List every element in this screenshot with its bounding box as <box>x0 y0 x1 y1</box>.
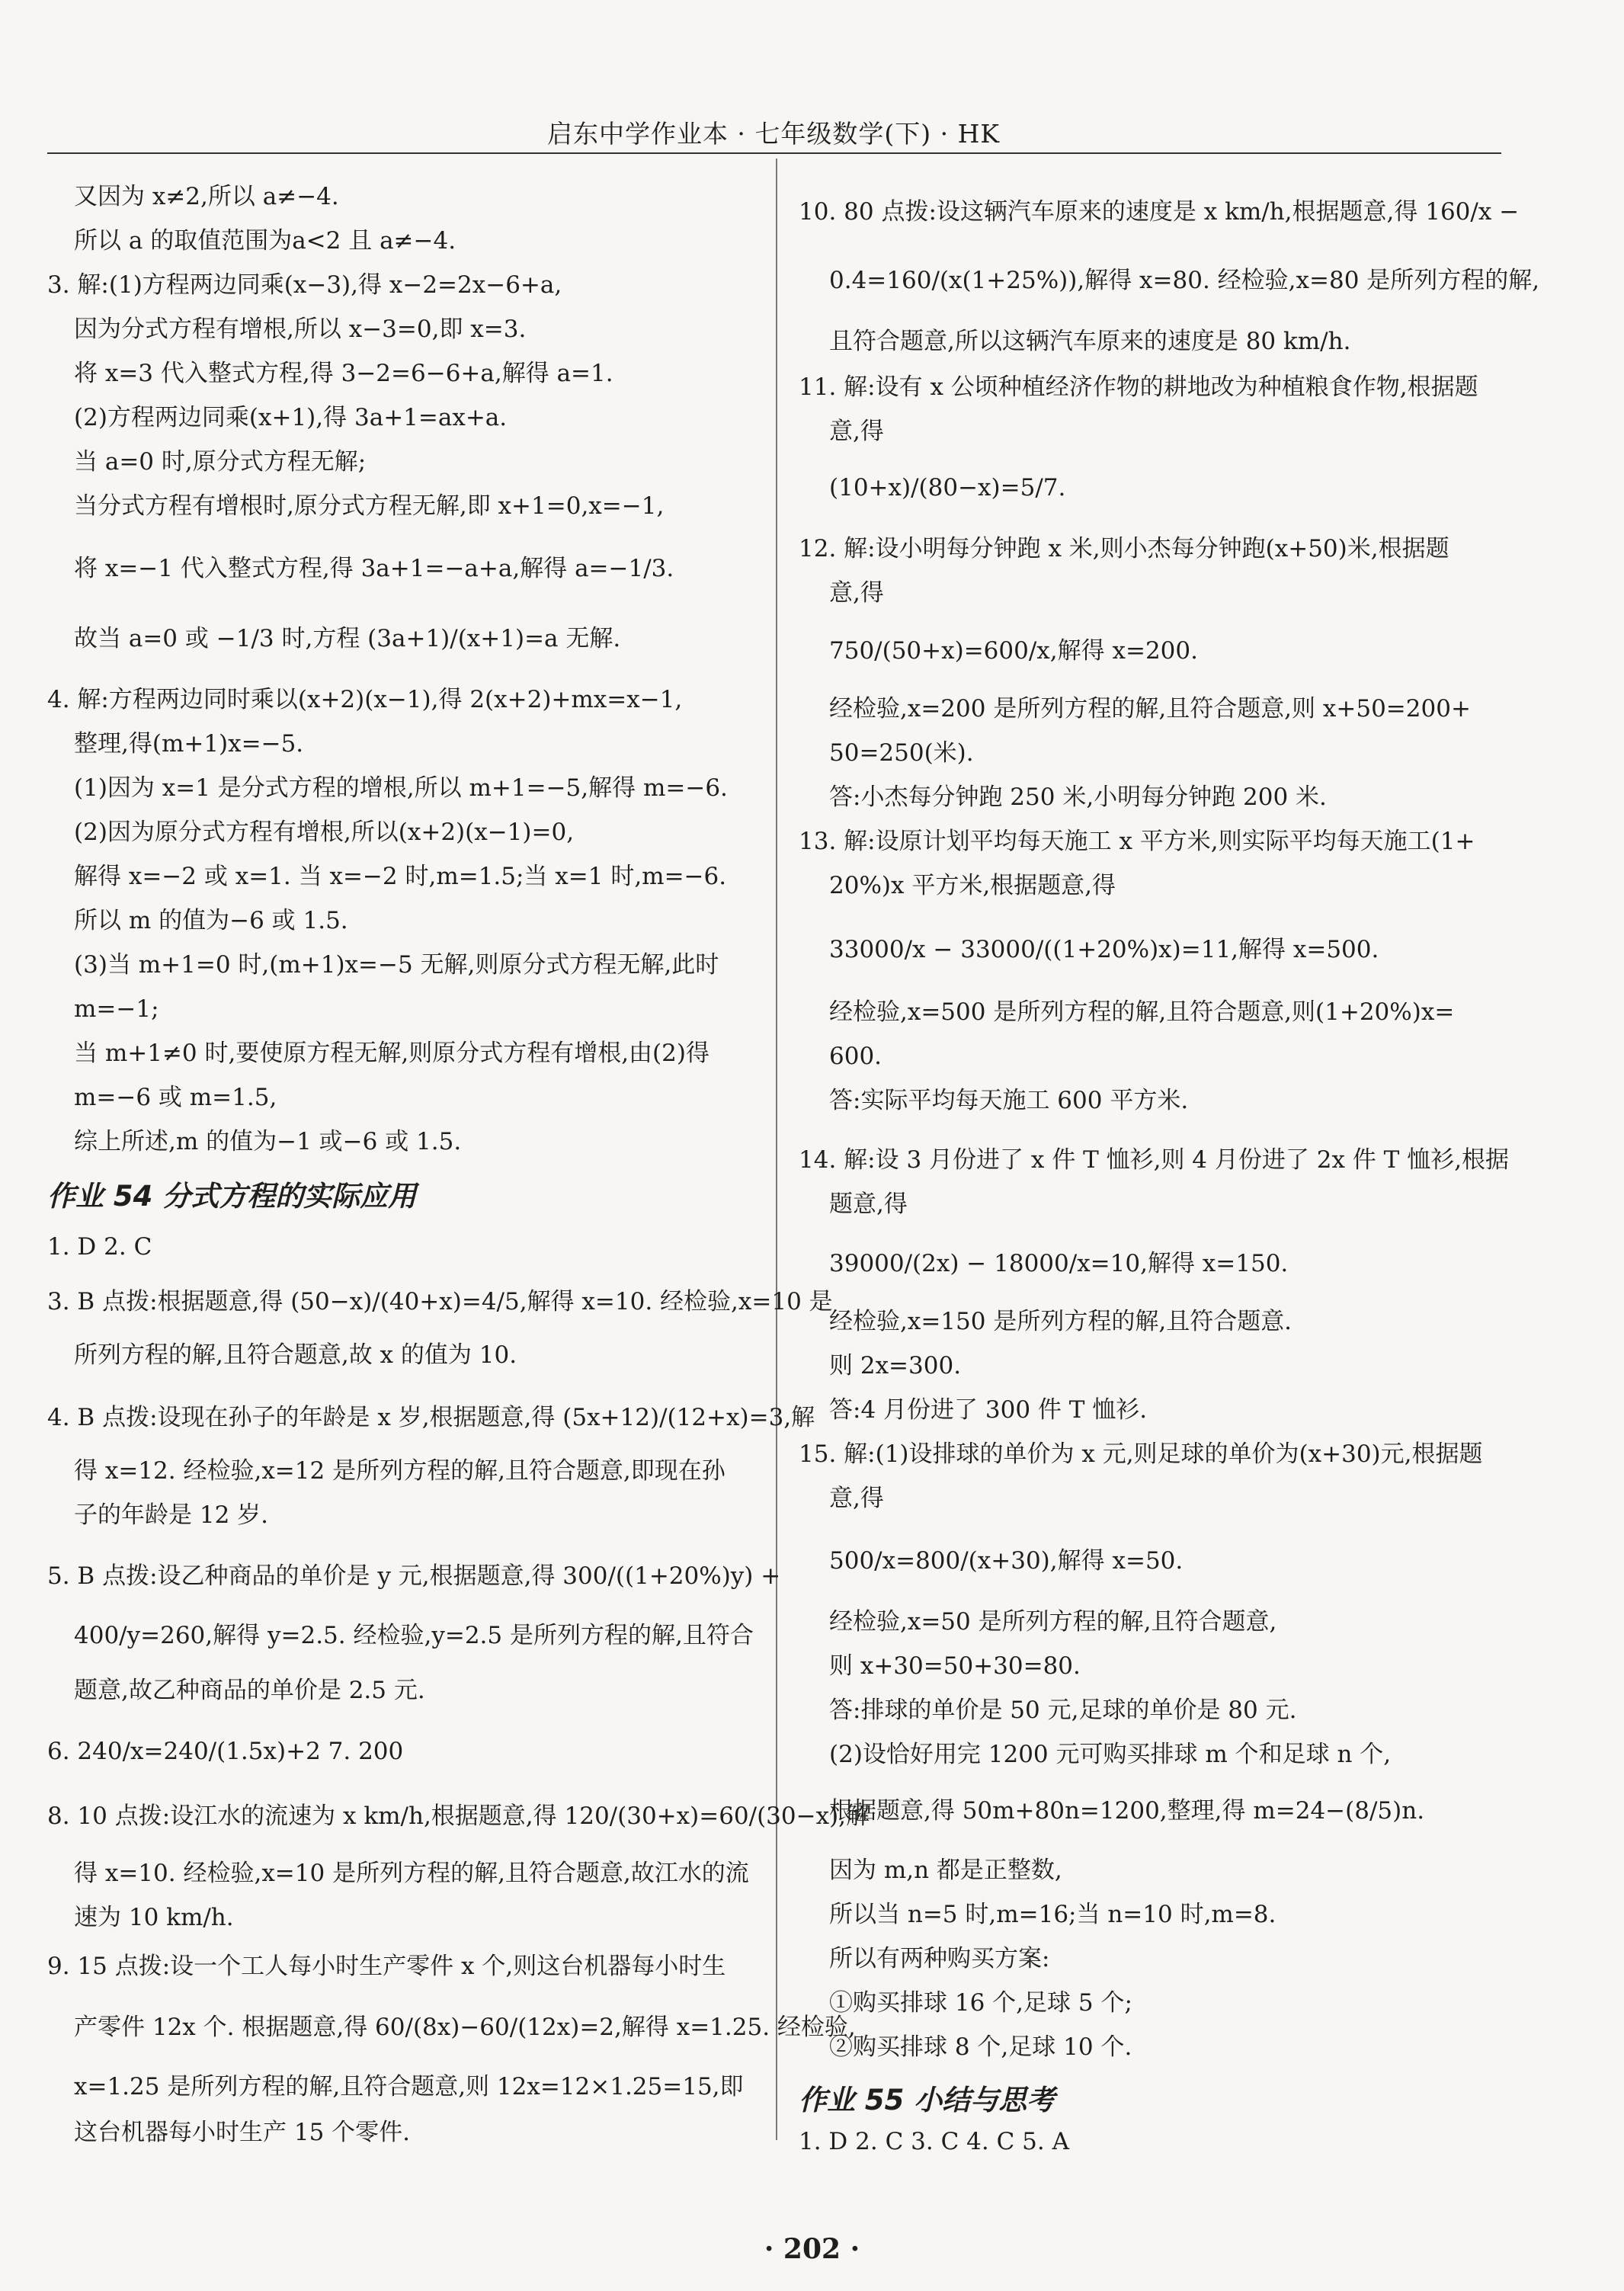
text-line: 10. 80 点拨:设这辆汽车原来的速度是 x km/h,根据题意,得 160/x − <box>799 198 1520 226</box>
text-line: 题意,故乙种商品的单价是 2.5 元. <box>74 1677 425 1704</box>
text-line: 3. B 点拨:根据题意,得 (50−x)/(40+x)=4/5,解得 x=10. 经检验,x=10 是 <box>47 1288 833 1315</box>
text-line: 整理,得(m+1)x=−5. <box>74 730 304 758</box>
text-line: 所以 m 的值为−6 或 1.5. <box>74 907 348 934</box>
text-line: 子的年龄是 12 岁. <box>74 1501 269 1529</box>
text-line: 15. 解:(1)设排球的单价为 x 元,则足球的单价为(x+30)元,根据题 <box>799 1440 1483 1468</box>
text-line: 答:实际平均每天施工 600 平方米. <box>829 1087 1189 1114</box>
text-line: 所以 a 的取值范围为a<2 且 a≠−4. <box>74 227 456 255</box>
text-line: 12. 解:设小明每分钟跑 x 米,则小杰每分钟跑(x+50)米,根据题 <box>799 535 1449 562</box>
text-line: 故当 a=0 或 −1/3 时,方程 (3a+1)/(x+1)=a 无解. <box>74 625 621 652</box>
text-line: 解得 x=−2 或 x=1. 当 x=−2 时,m=1.5;当 x=1 时,m=−6. <box>74 863 727 890</box>
header-rule <box>47 152 1501 154</box>
text-line: 13. 解:设原计划平均每天施工 x 平方米,则实际平均每天施工(1+ <box>799 828 1475 855</box>
text-line: ②购买排球 8 个,足球 10 个. <box>829 2033 1132 2061</box>
text-line: 39000/(2x) − 18000/x=10,解得 x=150. <box>829 1250 1289 1277</box>
text-line: 750/(50+x)=600/x,解得 x=200. <box>829 637 1198 665</box>
text-line: 所以有两种购买方案: <box>829 1945 1050 1972</box>
text-line: 意,得 <box>829 1485 884 1512</box>
text-line: 0.4=160/(x(1+25%)),解得 x=80. 经检验,x=80 是所列方程的解, <box>829 267 1540 294</box>
text-line: 且符合题意,所以这辆汽车原来的速度是 80 km/h. <box>829 328 1351 355</box>
text-line: 4. 解:方程两边同时乘以(x+2)(x−1),得 2(x+2)+mx=x−1, <box>47 686 683 713</box>
text-line: (2)设恰好用完 1200 元可购买排球 m 个和足球 n 个, <box>829 1741 1392 1768</box>
text-line: x=1.25 是所列方程的解,且符合题意,则 12x=12×1.25=15,即 <box>74 2073 744 2100</box>
text-line: 11. 解:设有 x 公顷种植经济作物的耕地改为种植粮食作物,根据题 <box>799 373 1478 401</box>
text-line: 当分式方程有增根时,原分式方程无解,即 x+1=0,x=−1, <box>74 492 665 520</box>
text-line: 将 x=−1 代入整式方程,得 3a+1=−a+a,解得 a=−1/3. <box>74 555 674 582</box>
text-line: 33000/x − 33000/((1+20%)x)=11,解得 x=500. <box>829 936 1379 963</box>
section-heading-55: 作业 55 小结与思考 <box>799 2084 1055 2116</box>
text-line: 意,得 <box>829 579 884 607</box>
text-line: 因为 m,n 都是正整数, <box>829 1857 1062 1884</box>
text-line: 14. 解:设 3 月份进了 x 件 T 恤衫,则 4 月份进了 2x 件 T 恤衫,根据 <box>799 1146 1510 1174</box>
text-line: (2)方程两边同乘(x+1),得 3a+1=ax+a. <box>74 404 508 431</box>
text-line: 20%)x 平方米,根据题意,得 <box>829 872 1116 899</box>
text-line: 4. B 点拨:设现在孙子的年龄是 x 岁,根据题意,得 (5x+12)/(12+x)=3,解 <box>47 1404 815 1431</box>
text-line: 5. B 点拨:设乙种商品的单价是 y 元,根据题意,得 300/((1+20%)y) + <box>47 1562 781 1590</box>
text-line: 得 x=12. 经检验,x=12 是所列方程的解,且符合题意,即现在孙 <box>74 1457 726 1485</box>
text-line: m=−6 或 m=1.5, <box>74 1084 277 1111</box>
text-line: (3)当 m+1=0 时,(m+1)x=−5 无解,则原分式方程无解,此时 <box>74 951 719 979</box>
text-line: 600. <box>829 1043 882 1070</box>
text-line: 答:排球的单价是 50 元,足球的单价是 80 元. <box>829 1697 1297 1724</box>
text-line: 根据题意,得 50m+80n=1200,整理,得 m=24−(8/5)n. <box>829 1797 1425 1825</box>
text-line: 所以当 n=5 时,m=16;当 n=10 时,m=8. <box>829 1901 1276 1928</box>
text-line: 1. D 2. C <box>47 1233 152 1261</box>
text-line: 则 x+30=50+30=80. <box>829 1652 1081 1680</box>
text-line: 则 2x=300. <box>829 1352 962 1379</box>
text-line: 3. 解:(1)方程两边同乘(x−3),得 x−2=2x−6+a, <box>47 271 562 299</box>
text-line: 经检验,x=50 是所列方程的解,且符合题意, <box>829 1608 1277 1636</box>
text-line: ①购买排球 16 个,足球 5 个; <box>829 1989 1132 2017</box>
text-line: 得 x=10. 经检验,x=10 是所列方程的解,且符合题意,故江水的流 <box>74 1860 749 1887</box>
text-line: 速为 10 km/h. <box>74 1904 234 1931</box>
text-line: 9. 15 点拨:设一个工人每小时生产零件 x 个,则这台机器每小时生 <box>47 1953 726 1980</box>
text-line: 当 a=0 时,原分式方程无解; <box>74 448 367 476</box>
text-line: 400/y=260,解得 y=2.5. 经检验,y=2.5 是所列方程的解,且符合 <box>74 1622 754 1649</box>
section-heading-54: 作业 54 分式方程的实际应用 <box>47 1180 417 1213</box>
text-line: 50=250(米). <box>829 739 974 767</box>
page-number: · 202 · <box>764 2233 860 2265</box>
text-line: 8. 10 点拨:设江水的流速为 x km/h,根据题意,得 120/(30+x)=60/(30−x),解 <box>47 1802 870 1830</box>
text-line: m=−1; <box>74 995 159 1023</box>
column-divider <box>776 159 777 2140</box>
page-header-title: 启东中学作业本 · 七年级数学(下) · HK <box>546 119 1001 149</box>
text-line: 答:4 月份进了 300 件 T 恤衫. <box>829 1396 1148 1424</box>
text-line: 综上所述,m 的值为−1 或−6 或 1.5. <box>74 1128 462 1155</box>
text-line: 经检验,x=500 是所列方程的解,且符合题意,则(1+20%)x= <box>829 998 1455 1026</box>
text-line: 当 m+1≠0 时,要使原方程无解,则原分式方程有增根,由(2)得 <box>74 1040 709 1067</box>
text-line: 6. 240/x=240/(1.5x)+2 7. 200 <box>47 1738 404 1765</box>
text-line: 题意,得 <box>829 1190 908 1218</box>
text-line: 经检验,x=150 是所列方程的解,且符合题意. <box>829 1308 1292 1335</box>
text-line: 将 x=3 代入整式方程,得 3−2=6−6+a,解得 a=1. <box>74 360 613 387</box>
text-line: 经检验,x=200 是所列方程的解,且符合题意,则 x+50=200+ <box>829 695 1471 723</box>
text-line: 所列方程的解,且符合题意,故 x 的值为 10. <box>74 1341 517 1369</box>
text-line: 因为分式方程有增根,所以 x−3=0,即 x=3. <box>74 316 527 343</box>
text-line: 500/x=800/(x+30),解得 x=50. <box>829 1547 1184 1575</box>
text-line: (2)因为原分式方程有增根,所以(x+2)(x−1)=0, <box>74 819 575 846</box>
text-line: 产零件 12x 个. 根据题意,得 60/(8x)−60/(12x)=2,解得 x=1.25. 经检验, <box>74 2014 856 2041</box>
text-line: (1)因为 x=1 是分式方程的增根,所以 m+1=−5,解得 m=−6. <box>74 774 728 802</box>
text-line: 1. D 2. C 3. C 4. C 5. A <box>799 2128 1069 2155</box>
text-line: 意,得 <box>829 418 884 445</box>
text-line: 答:小杰每分钟跑 250 米,小明每分钟跑 200 米. <box>829 783 1327 811</box>
text-line: (10+x)/(80−x)=5/7. <box>829 474 1066 501</box>
text-line: 又因为 x≠2,所以 a≠−4. <box>74 183 339 210</box>
text-line: 这台机器每小时生产 15 个零件. <box>74 2119 411 2146</box>
